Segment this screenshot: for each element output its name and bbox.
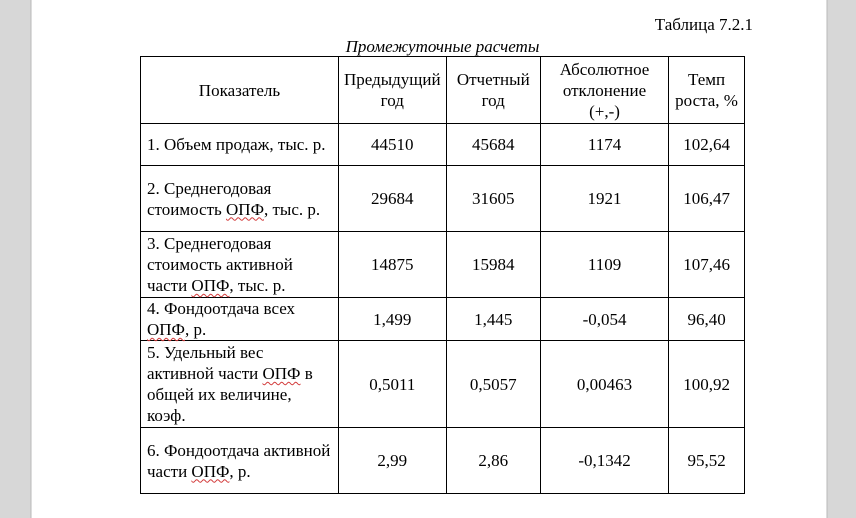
calculations-table — [140, 56, 745, 494]
row-label-part: 3. Среднегодовая стоимость активной части — [147, 234, 293, 295]
row-label — [141, 232, 339, 298]
cell-reporting-year: 45684 — [446, 124, 540, 166]
table-number: Таблица 7.2.1 — [654, 15, 753, 34]
cell-reporting-year: 31605 — [446, 166, 540, 232]
cell-reporting-year: 15984 — [446, 232, 540, 298]
cell-absolute-deviation: 0,00463 — [540, 341, 668, 428]
row-label-part: ОПФ — [147, 320, 185, 339]
table-row — [141, 124, 745, 166]
page-margin-right — [826, 0, 856, 518]
table-row — [141, 166, 745, 232]
header-previous-year: Предыдущий год — [338, 57, 446, 124]
cell-growth-rate: 102,64 — [669, 124, 745, 166]
row-label — [141, 341, 339, 428]
table-row — [141, 232, 745, 298]
cell-growth-rate: 100,92 — [669, 341, 745, 428]
table-caption: Промежуточные расчеты — [345, 37, 540, 56]
cell-growth-rate: 106,47 — [669, 166, 745, 232]
cell-reporting-year: 0,5057 — [446, 341, 540, 428]
row-label-part: , тыс. р. — [264, 199, 321, 219]
cell-absolute-deviation: 1921 — [540, 166, 668, 232]
header-indicator: Показатель — [141, 57, 339, 124]
row-label-part: ОПФ — [191, 276, 230, 295]
row-label — [141, 298, 339, 341]
row-label-part: в общей их величине, коэф. — [147, 364, 313, 425]
table-row — [141, 428, 745, 494]
cell-absolute-deviation: -0,1342 — [540, 428, 668, 494]
cell-absolute-deviation: 1174 — [540, 124, 668, 166]
table-row — [141, 341, 745, 428]
header-reporting-year: Отчетный год — [446, 57, 540, 124]
row-label — [141, 166, 339, 232]
row-label-part: 1. Объем продаж, тыс. р. — [147, 135, 326, 154]
table-header-row — [141, 57, 745, 124]
row-label-part: 6. Фондоотдача активной части — [147, 440, 331, 481]
cell-previous-year: 14875 — [338, 232, 446, 298]
cell-previous-year: 0,5011 — [338, 341, 446, 428]
header-absolute-deviation: Абсолютное отклонение (+,-) — [540, 57, 668, 124]
row-label-part: 4. Фондоотдача всех — [147, 299, 296, 318]
cell-absolute-deviation: -0,054 — [540, 298, 668, 341]
cell-previous-year: 29684 — [338, 166, 446, 232]
cell-reporting-year: 1,445 — [446, 298, 540, 341]
cell-absolute-deviation: 1109 — [540, 232, 668, 298]
row-label-part: 2. Среднегодовая стоимость — [147, 178, 272, 219]
row-label-part: ОПФ — [262, 364, 301, 383]
cell-reporting-year: 2,86 — [446, 428, 540, 494]
row-label-part: , р. — [229, 461, 251, 481]
cell-growth-rate: 95,52 — [669, 428, 745, 494]
cell-growth-rate: 107,46 — [669, 232, 745, 298]
row-label-part: 5. Удельный вес активной части — [147, 343, 264, 383]
row-label-part: ОПФ — [226, 199, 264, 219]
row-label — [141, 124, 339, 166]
cell-previous-year: 44510 — [338, 124, 446, 166]
cell-previous-year: 1,499 — [338, 298, 446, 341]
row-label-part: , р. — [184, 320, 207, 339]
row-label-part: , тыс. р. — [229, 276, 286, 295]
cell-growth-rate: 96,40 — [669, 298, 745, 341]
row-label — [141, 428, 339, 494]
page-margin-left — [0, 0, 32, 518]
cell-previous-year: 2,99 — [338, 428, 446, 494]
row-label-part: ОПФ — [191, 461, 230, 481]
table-row — [141, 298, 745, 341]
header-growth-rate: Темп роста, % — [669, 57, 745, 124]
